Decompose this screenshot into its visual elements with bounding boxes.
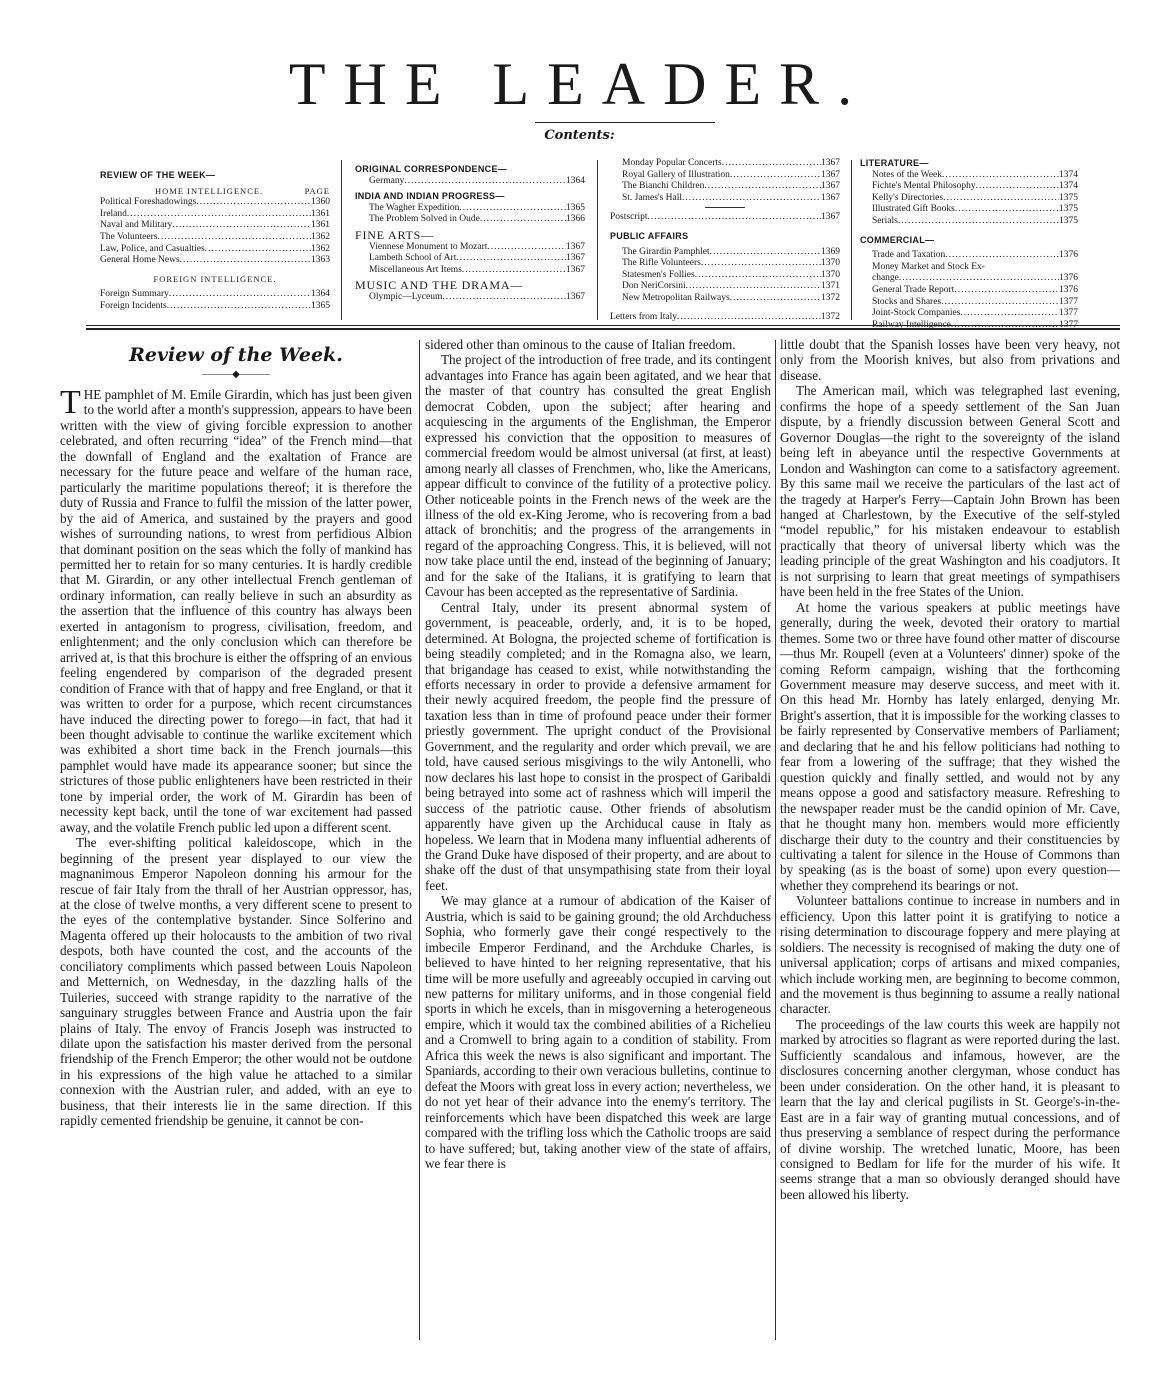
toc-entry-title: The Rifle Volunteers [622, 258, 701, 269]
toc-leader-dots [456, 253, 566, 265]
toc-entry [369, 176, 585, 188]
article-paragraph: At home the various speakers at public meetings have generally, during the week, devoted their oratory to martial themes. Some two or three have found other matter of discourse—thus Mr. Roupell (even at a Volunteers' dinner) spoke of the coming Reform campaign, wishing that the forthcoming Government measure may deserve success, and meet with it. On this head Mr. Hornby has lately enlarged, denying Mr. Bright's assertion, that it is impossible for the working classes to be fairly represented by Conservative members of Parliament; and declaring that he and his fellow politicians had nothing to fear from a lowering of the suffrage; that they wished the question quickly and finally settled, and would not by any means oppose a good and satisfactory measure. Refreshing to the newspaper reader must be the candid opinion of Mr. Cave, that he thought many hon. members would more efficiently discharge their duty to the country and their constituencies by cultivating a talent for silence in the House of Commons than by speaking (as is the boast of some) upon every question—whether they comprehend its bearings or not. [780, 599, 1120, 893]
toc-entry-page: 1372 [821, 311, 840, 322]
toc-entry-title: Don NeriCorsini [622, 281, 686, 292]
toc-entry [622, 181, 840, 193]
article-column-1 [60, 337, 412, 1129]
toc-entry-title: Olympic—Lyceum [369, 291, 443, 302]
toc-entry [100, 255, 330, 267]
toc-heading-fine-arts: FINE ARTS— [355, 227, 434, 242]
toc-entry-title: Fichte's Mental Philosophy [872, 181, 976, 192]
article-paragraph: The American mail, which was telegraphed last evening, confirms the hope of a speedy settlement of the San Juan dispute, by a friendly discussion between General Scott and Governor Douglas—the right to the sovereignty of the island being left in abeyance until the respective Governments at London and Washington can come to a satisfactory agreement. By this same mail we receive the particulars of the last act of the tragedy at Harper's Ferry—Captain John Brown has been hanged at Charlestown, by the Executive of the self-styled “model republic,” for his mistaken endeavour to establish practically that theory of universal liberty which was the leading principle of the great Washington and his coadjutors. It is not surprising to learn that great meetings of sympathisers have been held in the free States of the Union. [780, 383, 1120, 600]
toc-heading-commercial: COMMERCIAL— [860, 234, 935, 245]
article-column-3 [780, 337, 1120, 1202]
toc-entry-page: 1377 [1059, 319, 1078, 330]
toc-entry-page: 1364 [566, 175, 585, 186]
toc-leader-dots [172, 220, 311, 232]
toc-entry-title: Foreign Summary [100, 289, 169, 300]
toc-entry [369, 242, 585, 254]
column-divider [775, 340, 776, 1340]
toc-leader-dots [704, 181, 821, 193]
toc-heading-literature: LITERATURE— [860, 158, 929, 168]
toc-entry [622, 258, 840, 270]
toc-entry [610, 312, 840, 324]
toc-heading-foreign: FOREIGN INTELLIGENCE. [153, 273, 277, 284]
toc-entry [622, 247, 840, 259]
header-rule [86, 328, 1120, 330]
toc-divider [341, 160, 342, 320]
toc-entry-page: 1361 [311, 220, 330, 231]
toc-entry-title: Serials [872, 215, 898, 226]
toc-heading-music: MUSIC AND THE DRAMA— [355, 278, 524, 293]
toc-home-header [100, 186, 330, 198]
toc-leader-dots [899, 273, 1059, 285]
toc-heading-correspondence: ORIGINAL CORRESPONDENCE— [355, 164, 508, 174]
toc-leader-dots [462, 265, 566, 277]
toc-entry-title: Trade and Taxation [872, 250, 946, 261]
article-paragraph: Volunteer battalions continue to increase in numbers and in efficiency. Upon this latter point it is gratifying to notice a rising determination to discourage foppery and mere playing at soldiers. The necessity is recognised of making the duty one of universal application; corps of artisans and mixed companies, which include working men, are beginning to become common, and the movement is thus beginning to assume a really national character. [780, 893, 1120, 1017]
toc-leader-dots [677, 312, 821, 324]
toc-entry-title: Germany [369, 175, 405, 186]
toc-entry-page: 1364 [311, 289, 330, 300]
article-paragraph: Central Italy, under its present abnormal system of government, is peaceable, orderly, and, it is to be hoped, determined. At Bologna, the projected scheme of fortification is being steadily completed; and in the Romagna also, we learn, that brigandage has ceased to exist, while notwithstanding the efforts necessary in order to provide a defensive armament for their newly acquired freedom, the people find the pressure of taxation less than in time of profound peace under their former priestly government. The upright conduct of the Provisional Government, and the regularity and order which prevail, we are told, have caused serious misgivings to the wily Antonelli, who now declares his last hope to consist in the prospect of Garibaldi being betrayed into some act of rashness which will imperil the success of the patriotic cause. Other friends of absolutism apparently have given up the Archiducal cause in Italy as hopeless. We learn that in Modena many influential adherents of the Grand Duke have disposed of their property, and are about to shake off the dust of that unsympathising state from their loyal feet. [425, 599, 771, 893]
toc-entry [369, 203, 585, 215]
toc-leader-dots [196, 197, 311, 209]
toc-entry [872, 285, 1078, 297]
toc-entry-title: The Problem Solved in Oude [369, 214, 480, 225]
toc-entry-title: St. James's Hall [622, 192, 683, 203]
toc-entry-title: General Trade Report [872, 284, 955, 295]
toc-leader-dots [945, 250, 1059, 262]
toc-leader-dots [942, 170, 1059, 182]
toc-divider [851, 160, 852, 320]
toc-leader-dots [898, 216, 1059, 228]
toc-leader-dots [976, 181, 1059, 193]
toc-leader-dots [695, 270, 821, 282]
ornament: ———◆——— [202, 369, 270, 380]
toc-entry-page: 1370 [821, 269, 840, 280]
toc-leader-dots [722, 158, 821, 170]
toc-entry [622, 158, 840, 170]
contents-heading: Contents: [544, 128, 615, 143]
toc-leader-dots [487, 242, 566, 254]
toc-entry [872, 297, 1078, 309]
toc-leader-dots [442, 292, 566, 304]
drop-cap: T [60, 384, 81, 421]
toc-entry-page: 1367 [821, 212, 840, 223]
toc-divider [597, 160, 598, 320]
toc-entry-page: 1367 [821, 181, 840, 192]
toc-entry [872, 170, 1078, 182]
toc-entry [369, 214, 585, 226]
toc-entry-page: 1375 [1059, 215, 1078, 226]
toc-entry-page: 1367 [821, 169, 840, 180]
toc-entry-page: 1376 [1059, 273, 1078, 284]
toc-entry-page: 1362 [311, 231, 330, 242]
toc-entry-title: New Metropolitan Railways [622, 292, 730, 303]
toc-heading-public-affairs: PUBLIC AFFAIRS [610, 230, 689, 241]
toc-leader-dots [127, 209, 311, 221]
toc-entry [872, 216, 1078, 228]
article-paragraph: The ever-shifting political kaleidoscope, which in the beginning of the present year displayed to our view the magnanimous Emperor Napoleon donning his armour for the rescue of fair Italy from the thrall of her Austrian oppressor, has, at the close of twelve months, a very different scene to present to the eyes of the contemplative bystander. Since Solferino and Magenta offered up their holocausts to the ambition of two rival despots, both have counted the cost, and the accounts of the conciliatory compliments which passed between Louis Napoleon and Metternich, on Wednesday, in the dazzling halls of the Tuileries, succeed with strange rapidity to the narrative of the sanguinary struggles between France and Austria upon the fair plains of Italy. The envoy of Francis Joseph was instructed to dilate upon the satisfaction his master derived from the personal friendship of the French Emperor; the other would not be outdone in his expressions of the high value he attached to a similar connexion with the Austrian ruler, and added, with an eye to business, that their interests lie in the same direction. If this rapidly cemented friendship be genuine, it cannot be con- [60, 835, 412, 1129]
toc-entry-title: Statesmen's Follies [622, 269, 695, 280]
masthead: THE LEADER. [288, 51, 871, 117]
toc-entry-page: 1375 [1059, 192, 1078, 203]
toc-entry-title: Lambeth School of Art [369, 253, 457, 264]
article-paragraph: The proceedings of the law courts this week are happily not marked by atrocities so flagrant as were reported during the last. Sufficiently scandalous and infamous, however, are the disclosures concerning another clergyman, whose conduct has been under consideration. On the other hand, it is pleasant to learn that the lay and clerical pugilists in St. George's-in-the-East are in a fair way of granting mutual concessions, and of thus preserving a semblance of respect during the performance of divine worship. The wretched lunatic, Moore, has been consigned to Bedlam for life for the murder of his wife. It seems strange that a man so obviously deranged should have been allowed his liberty. [780, 1016, 1120, 1202]
toc-leader-dots [404, 176, 566, 188]
article-paragraph: sidered other than ominous to the cause of Italian freedom. [425, 337, 736, 352]
toc-entry-title: General Home News [100, 255, 180, 266]
title-rule [535, 122, 715, 123]
toc-entry-title: Joint-Stock Companies [872, 308, 961, 319]
toc-entry-page: 1362 [311, 243, 330, 254]
toc-entry-page: 1363 [311, 255, 330, 266]
toc-entry-title: The Bianchi Children [622, 181, 705, 192]
toc-leader-dots [941, 297, 1059, 309]
toc-rule [705, 207, 745, 208]
toc-entry-title: Postscript [610, 212, 648, 223]
toc-entry [622, 170, 840, 182]
column-divider [419, 340, 420, 1340]
toc-entry-title: Royal Gallery of Illustration [622, 169, 730, 180]
toc-entry [872, 204, 1078, 216]
toc-column-1 [100, 170, 330, 313]
toc-leader-dots [954, 285, 1059, 297]
toc-entry-title: The Girardin Pamphlet [622, 246, 710, 257]
article-paragraph [60, 384, 412, 835]
toc-entry-title: Viennese Monument to Mozart [369, 241, 488, 252]
toc-entry-title: Foreign Incidents [100, 300, 167, 311]
toc-column-3 [610, 158, 840, 323]
toc-leader-dots [459, 203, 566, 215]
toc-entry-page: 1374 [1059, 169, 1078, 180]
toc-column-2 [355, 164, 585, 304]
toc-entry-page: 1360 [311, 197, 330, 208]
toc-entry [369, 292, 585, 304]
toc-entry-page: 1365 [566, 202, 585, 213]
article-column-2 [425, 337, 771, 1171]
toc-entry-page: 1377 [1059, 296, 1078, 307]
toc-entry-title: Railway Intelligence [872, 319, 951, 330]
toc-entry-page: 1371 [821, 281, 840, 292]
toc-entry [100, 244, 330, 256]
toc-entry-title: Money Market and Stock Ex- [872, 261, 985, 272]
toc-leader-dots [701, 258, 821, 270]
toc-page-label: PAGE [304, 185, 330, 196]
toc-leader-dots [710, 247, 821, 259]
toc-entry-page: 1367 [566, 241, 585, 252]
toc-entry-title: The Volunteers [100, 231, 158, 242]
article-title: Review of the Week. [129, 344, 343, 366]
toc-leader-dots [682, 193, 821, 205]
toc-leader-dots [169, 289, 311, 301]
toc-entry [622, 270, 840, 282]
toc-entry [100, 197, 330, 209]
toc-entry [872, 262, 1078, 274]
header-rule [86, 325, 1120, 326]
toc-heading-review: REVIEW OF THE WEEK— [100, 170, 216, 180]
toc-entry [369, 265, 585, 277]
toc-entry-page: 1365 [311, 300, 330, 311]
toc-entry [610, 212, 840, 224]
toc-entry-title: Notes of the Week [872, 169, 943, 180]
toc-entry [369, 253, 585, 265]
toc-leader-dots [180, 255, 311, 267]
toc-entry-page: 1372 [821, 292, 840, 303]
toc-entry-page: 1367 [821, 192, 840, 203]
toc-entry [622, 293, 840, 305]
toc-entry-page: 1367 [566, 264, 585, 275]
toc-entry-page: 1375 [1059, 204, 1078, 215]
toc-entry-title: The Wagher Expedition [369, 202, 460, 213]
toc-leader-dots [647, 212, 821, 224]
toc-entry-page: 1376 [1059, 284, 1078, 295]
toc-entry-page: 1369 [821, 246, 840, 257]
toc-entry-title: Ireland [100, 208, 127, 219]
toc-entry-page: 1377 [1059, 308, 1078, 319]
toc-leader-dots [686, 281, 821, 293]
toc-entry [100, 220, 330, 232]
toc-entry [100, 289, 330, 301]
toc-entry-page: 1370 [821, 258, 840, 269]
toc-entry [100, 232, 330, 244]
toc-entry [872, 250, 1078, 262]
toc-leader-dots [480, 214, 566, 226]
toc-entry-title: Political Foreshadowings [100, 197, 197, 208]
toc-heading-home: HOME INTELLIGENCE. [155, 185, 264, 196]
toc-entry [872, 193, 1078, 205]
toc-entry-title: Monday Popular Concerts [622, 158, 722, 168]
toc-leader-dots [167, 301, 311, 313]
toc-entry-title: change [872, 273, 899, 284]
toc-entry [100, 209, 330, 221]
toc-entry-title: Law, Police, and Casualties [100, 243, 205, 254]
toc-entry [622, 193, 840, 205]
toc-heading-india: INDIA AND INDIAN PROGRESS— [355, 191, 505, 202]
toc-entry-title: Letters from Italy [610, 311, 678, 322]
toc-entry [100, 301, 330, 313]
toc-entry-page: 1376 [1059, 250, 1078, 261]
toc-entry-title: Illustrated Gift Books [872, 204, 955, 215]
toc-entry-page: 1367 [821, 158, 840, 168]
toc-leader-dots [985, 262, 1078, 274]
toc-entry-title: Miscellaneous Art Items [369, 264, 462, 275]
toc-entry-title: Stocks and Shares [872, 296, 942, 307]
toc-leader-dots [730, 170, 821, 182]
toc-entry [872, 308, 1078, 320]
toc-leader-dots [960, 308, 1059, 320]
toc-entry-page: 1361 [311, 208, 330, 219]
article-paragraph: little doubt that the Spanish losses have been very heavy, not only from the Moorish knives, but also from privations and disease. [780, 337, 1120, 383]
paragraph-text: HE pamphlet of M. Emile Girardin, which has just been given to the world after a month's suppression, appears to have been written with the view of giving forcible expression to another celebrated, and often recurring “idea” of the French mind—that the downfall of England and the exaltation of France are necessary for the future peace and welfare of the human race, particularly the maritime populations thereof; it is therefore the duty of Russia and France to fulfil the mission of the latter power, by the aid of America, and sustained by the prayers and good wishes of surrounding nations, to wrest from perfidious Albion that dominant position on the seas which the folly of mankind has permitted her to retain for so many centuries. It is hardly credible that M. Girardin, or any other intellectual French gentleman of ordinary information, can really believe in such an absurdity as the assertion that the influence of this country has always been exerted in antagonism to progress, civilisation, freedom, and enlightenment; and the only conclusion which can therefore be arrived at, is that this brochure is either the offspring of an envious feeling engendered by comparison of the degraded present condition of France with that of happy and free England, or that it was written to order for a purpose, which recent circumstances have induced the directing power to forego—in fact, that had it been thought advisable to continue the warlike excitement which was exhibited a short time back in the French journals—this pamphlet would have made its appearance sooner; but since the strictures of those public enlighteners have been restricted in their tone by imperial order, the work of M. Girardin has been of necessity kept back, until the tone of war excitement had passed away, and the volatile French public led upon a different scent. [60, 387, 412, 835]
toc-entry [622, 281, 840, 293]
toc-entry-title: Naval and Military [100, 220, 173, 231]
toc-leader-dots [157, 232, 311, 244]
article-paragraph: The project of the introduction of free trade, and its contingent advantages into France has again been agitated, and we hear that the master of that country has consulted the great English democrat Cobden, upon the subject; after hearing and acquiescing in the arguments of the Englishman, the Emperor expressed his conviction that the opposition to measures of commercial freedom would be almost universal (at first, at least) among nearly all classes of Frenchmen, who, like the Americans, appear difficult to convince of the futility of a protective policy. Other noticeable points in the French news of the week are the illness of the old ex-King Jerome, who is recovering from a bad attack of bronchitis; and the progress of the arrangements in regard of the approaching Congress. This, it is believed, will not now take place until the end, instead of the beginning of January; and for the sake of the Italians, it is gratifying to learn that Cavour has been accepted as the representative of Sardinia. [425, 352, 771, 600]
toc-entry-page: 1374 [1059, 181, 1078, 192]
toc-leader-dots [955, 204, 1059, 216]
toc-entry-page: 1367 [566, 253, 585, 264]
toc-leader-dots [943, 193, 1059, 205]
toc-entry-page: 1366 [566, 214, 585, 225]
toc-entry [872, 273, 1078, 285]
toc-entry-page: 1367 [566, 291, 585, 302]
toc-leader-dots [730, 293, 821, 305]
article-paragraph: We may glance at a rumour of abdication of the Kaiser of Austria, which is said to be gaining ground; the old Archduchess Sophia, who formerly gave their congé respectively to the imbecile Emperor Ferdinand, and the Archduke Charles, is believed to have hinted to her reigning representative, that his time will be more usefully and agreeably occupied in carving out new patterns for military uniforms, and in those congenial field sports in which he excels, than in misgoverning a heterogeneous empire, which it would tax the combined abilities of a Richelieu and a Cromwell to bring again to a condition of stability. From Africa this week the news is also significant and important. The Spaniards, according to their own veracious bulletins, continue to defeat the Moors with great loss in every action; nevertheless, we do not yet hear of their advance into the enemy's territory. The reinforcements which have been dispatched this week are large compared with the trifling loss which the Catholic troops are said to have suffered; but, taking another view of the state of affairs, we fear there is [425, 893, 771, 1172]
toc-entry [872, 181, 1078, 193]
toc-entry-title: Kelly's Directories [872, 192, 944, 203]
toc-leader-dots [205, 244, 311, 256]
toc-column-4 [860, 158, 1078, 331]
